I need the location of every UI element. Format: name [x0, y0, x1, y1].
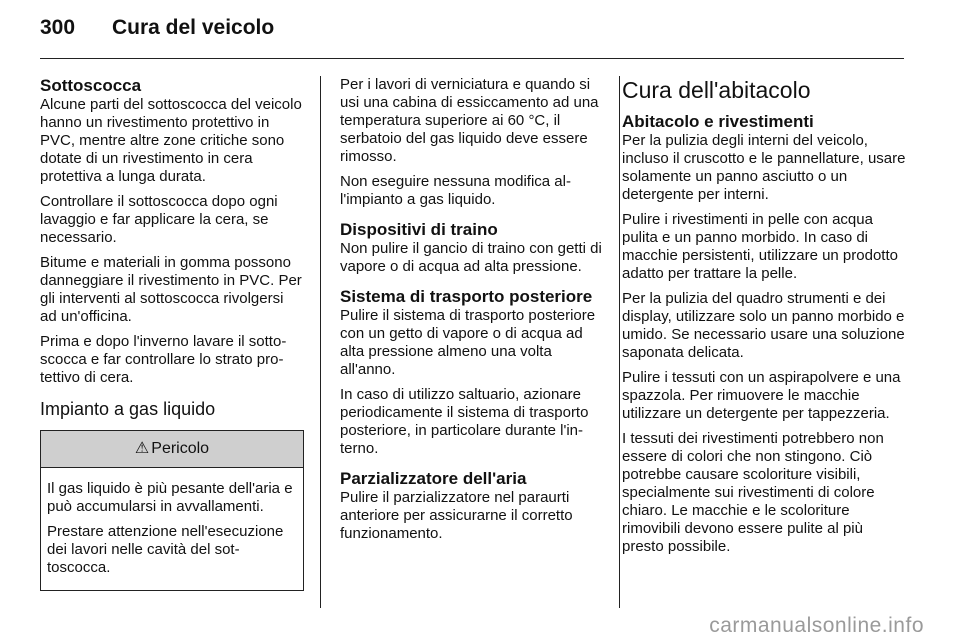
warning-body — [41, 468, 303, 590]
column-divider-right — [619, 76, 620, 608]
heading-sistema-trasporto: Sistema di trasporto posteriore — [340, 287, 593, 306]
column-middle — [340, 76, 604, 550]
warning-triangle-icon: ⚠ — [134, 440, 150, 457]
heading-abitacolo-rivestimenti: Abitacolo e rivestimenti — [622, 112, 814, 131]
paragraph: Non eseguire nessuna modifica all'impianto a gas liquido. — [340, 173, 571, 208]
warning-box — [40, 430, 304, 591]
page-number: 300 — [40, 16, 76, 39]
paragraph: Per i lavori di verniciatura e quando si usi una cabina di essiccamento ad una temperatura superiore ai 60 °C, il serbatoio del gas liquido deve essere rimosso. — [340, 76, 599, 165]
paragraph: Pulire i tessuti con un aspirapolvere e una spazzola. Per rimuovere le macchie utilizzare un detergente per tappezzeria. — [622, 369, 901, 422]
paragraph: Pulire il parzializzatore nel paraurti anteriore per assicurarne il corretto funzionamento. — [340, 489, 573, 542]
paragraph: Controllare il sottoscocca dopo ogni lavaggio e far applicare la cera, se necessario. — [40, 193, 278, 246]
column-left — [40, 76, 302, 591]
paragraph: Bitume e materiali in gomma possono danneggiare il rivestimento in PVC. Per gli interventi al sottoscocca rivolgersi ad un'officina. — [40, 254, 302, 325]
paragraph: Pulire il sistema di trasporto posteriore con un getto di vapore o di acqua ad alta pressione almeno una volta all'anno. — [340, 307, 596, 378]
header-rule — [40, 58, 904, 59]
page-header — [40, 16, 274, 50]
paragraph: Non pulire il gancio di traino con getti di vapore o di acqua ad alta pressione. — [340, 240, 602, 275]
column-divider-left — [320, 76, 321, 608]
page-title: Cura del veicolo — [112, 16, 275, 39]
heading-sottoscocca: Sottoscocca — [40, 76, 142, 95]
heading-impianto-gas: Impianto a gas liquido — [40, 399, 216, 419]
paragraph: Alcune parti del sottoscocca del veicolo hanno un rivestimento protettivo in PVC, mentre altre zone critiche sono dotate di un rivestimento in cera protettiva a lunga durata. — [40, 96, 302, 185]
heading-parzializzatore: Parzializzatore dell'aria — [340, 469, 527, 488]
paragraph: Per la pulizia degli interni del veicolo, incluso il cruscotto e le pannellature, usare solamente un panno asciutto o un detergente per interni. — [622, 132, 906, 203]
warning-title: Pericolo — [151, 440, 210, 457]
paragraph: Per la pulizia del quadro strumenti e dei display, utilizzare solo un panno morbido e umido. Se necessario usare una soluzione saponata delicata. — [622, 290, 905, 361]
warning-text: Il gas liquido è più pesante dell'aria e può accumularsi in avvallamenti. — [47, 480, 293, 515]
column-right — [622, 76, 906, 563]
warning-text: Prestare attenzione nell'esecuzione dei lavori nelle cavità del sottoscocca. — [47, 523, 284, 576]
warning-header — [41, 431, 303, 468]
heading-cura-abitacolo: Cura dell'abitacolo — [622, 77, 811, 103]
paragraph: In caso di utilizzo saltuario, azionare periodicamente il sistema di trasporto posteriore, in particolare durante l'interno. — [340, 386, 589, 457]
heading-dispositivi-traino: Dispositivi di traino — [340, 220, 498, 239]
paragraph: Prima e dopo l'inverno lavare il sottoscocca e far controllare lo strato protettivo di cera. — [40, 333, 287, 386]
watermark: carmanualsonline.info — [709, 614, 924, 637]
paragraph: I tessuti dei rivestimenti potrebbero non essere di colori che non stingono. Ciò potrebbe causare scoloriture visibili, specialmente sui rivestimenti di colore chiaro. Le macchie e le scoloriture rimovibili devono essere pulite al più presto possibile. — [622, 430, 884, 555]
paragraph: Pulire i rivestimenti in pelle con acqua pulita e un panno morbido. In caso di macchie persistenti, utilizzare un prodotto adatto per trattare la pelle. — [622, 211, 898, 282]
